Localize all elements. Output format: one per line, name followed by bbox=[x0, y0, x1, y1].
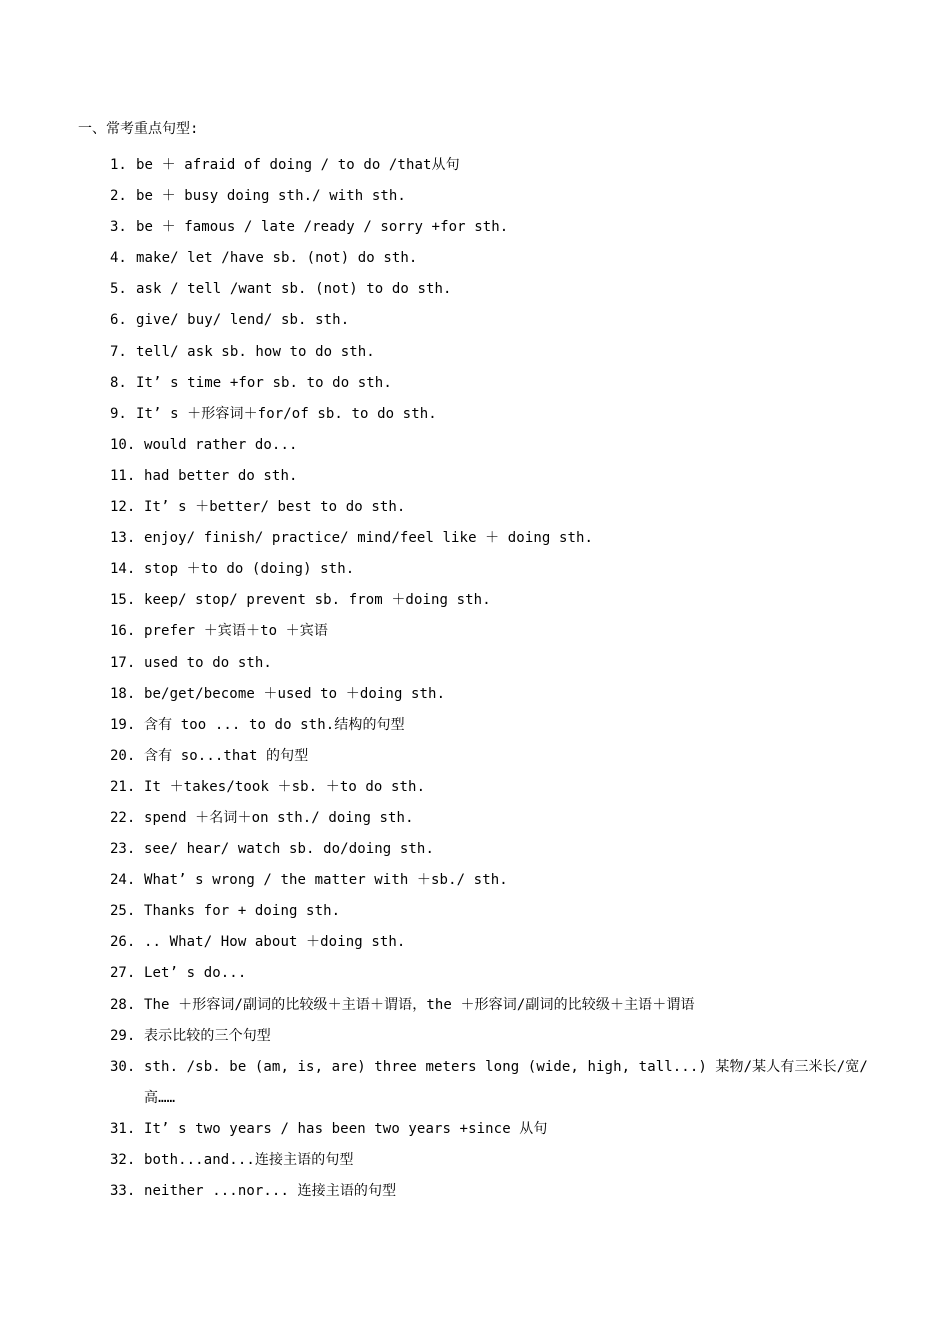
item-text: be ＋ busy doing sth./ with sth. bbox=[136, 188, 406, 205]
list-item bbox=[110, 648, 870, 679]
list-item bbox=[110, 430, 870, 461]
item-text: used to do sth. bbox=[144, 654, 272, 671]
list-item bbox=[110, 834, 870, 865]
item-text: It’ s two years / has been two years +since 从句 bbox=[144, 1120, 548, 1137]
item-text: The ＋形容词/副词的比较级＋主语＋谓语，the ＋形容词/副词的比较级＋主语＋谓语 bbox=[144, 996, 695, 1013]
item-text: ask / tell /want sb. (not) to do sth. bbox=[136, 281, 452, 298]
item-text: .. What/ How about ＋doing sth. bbox=[144, 934, 406, 951]
item-number: 1. bbox=[110, 157, 127, 173]
list-item bbox=[110, 274, 870, 305]
item-number: 26. bbox=[110, 934, 136, 951]
item-text: 含有 too ... to do sth.结构的句型 bbox=[144, 716, 405, 733]
item-number: 13. bbox=[110, 530, 136, 547]
list-item bbox=[110, 554, 870, 585]
item-text: see/ hear/ watch sb. do/doing sth. bbox=[144, 841, 434, 858]
item-number: 23. bbox=[110, 841, 136, 858]
item-text: It ＋takes/took ＋sb. ＋to do sth. bbox=[144, 778, 426, 795]
item-number: 10. bbox=[110, 436, 136, 453]
list-item bbox=[110, 772, 870, 803]
item-text: both...and...连接主语的句型 bbox=[144, 1152, 354, 1168]
item-text: be ＋ afraid of doing / to do /that从句 bbox=[136, 157, 460, 173]
list-item bbox=[110, 741, 870, 772]
item-number: 7. bbox=[110, 343, 127, 360]
list-item bbox=[110, 616, 870, 647]
list-item bbox=[110, 368, 870, 399]
item-number: 9. bbox=[110, 405, 127, 422]
item-number: 8. bbox=[110, 374, 127, 391]
item-number: 24. bbox=[110, 872, 136, 889]
item-number: 30. bbox=[110, 1058, 136, 1075]
item-number: 22. bbox=[110, 809, 136, 826]
list-item bbox=[110, 990, 870, 1021]
list-item bbox=[110, 896, 870, 927]
list-item bbox=[110, 585, 870, 616]
list-item bbox=[110, 803, 870, 834]
item-text: What’ s wrong / the matter with ＋sb./ sth. bbox=[144, 872, 508, 889]
item-number: 5. bbox=[110, 281, 127, 298]
list-item bbox=[110, 679, 870, 710]
item-text: make/ let /have sb. (not) do sth. bbox=[136, 250, 418, 267]
list-item bbox=[110, 461, 870, 492]
item-number: 20. bbox=[110, 747, 136, 764]
item-text: would rather do... bbox=[144, 436, 298, 453]
item-text: 含有 so...that 的句型 bbox=[144, 747, 309, 764]
list-item bbox=[110, 305, 870, 336]
list-item bbox=[110, 1021, 870, 1052]
item-text: It’ s ＋形容词＋for/of sb. to do sth. bbox=[136, 405, 437, 422]
list-item bbox=[110, 243, 870, 274]
item-text: Thanks for + doing sth. bbox=[144, 903, 341, 920]
item-number: 2. bbox=[110, 188, 127, 205]
item-text: sth. /sb. be (am, is, are) three meters long (wide, high, tall...) 某物/某人有三米长/宽/高…… bbox=[144, 1058, 868, 1106]
item-number: 25. bbox=[110, 903, 136, 920]
list-item bbox=[110, 958, 870, 989]
list-item bbox=[110, 150, 870, 181]
item-number: 28. bbox=[110, 996, 136, 1013]
item-number: 32. bbox=[110, 1152, 136, 1168]
list-item bbox=[110, 523, 870, 554]
item-number: 21. bbox=[110, 778, 136, 795]
item-text: had better do sth. bbox=[144, 467, 298, 484]
item-number: 12. bbox=[110, 499, 136, 516]
item-number: 11. bbox=[110, 467, 136, 484]
item-text: spend ＋名词＋on sth./ doing sth. bbox=[144, 809, 414, 826]
item-text: stop ＋to do (doing) sth. bbox=[144, 561, 355, 578]
list-item bbox=[110, 865, 870, 896]
item-text: enjoy/ finish/ practice/ mind/feel like ＋ doing sth. bbox=[144, 530, 594, 547]
item-number: 16. bbox=[110, 623, 136, 640]
item-number: 18. bbox=[110, 685, 136, 702]
item-text: It’ s time +for sb. to do sth. bbox=[136, 374, 392, 391]
list-item bbox=[110, 1052, 870, 1114]
list-item bbox=[110, 337, 870, 368]
item-number: 6. bbox=[110, 312, 127, 329]
list-item bbox=[110, 927, 870, 958]
item-text: keep/ stop/ prevent sb. from ＋doing sth. bbox=[144, 592, 491, 609]
item-number: 33. bbox=[110, 1183, 136, 1200]
list-item bbox=[110, 181, 870, 212]
list-item bbox=[110, 1114, 870, 1145]
list-item bbox=[110, 212, 870, 243]
item-text: 表示比较的三个句型 bbox=[144, 1027, 271, 1044]
item-number: 17. bbox=[110, 654, 136, 671]
list-item bbox=[110, 399, 870, 430]
item-text: It’ s ＋better/ best to do sth. bbox=[144, 499, 406, 516]
item-number: 4. bbox=[110, 250, 127, 267]
item-text: neither ...nor... 连接主语的句型 bbox=[144, 1183, 397, 1200]
item-number: 3. bbox=[110, 219, 127, 236]
item-number: 14. bbox=[110, 561, 136, 578]
item-text: give/ buy/ lend/ sb. sth. bbox=[136, 312, 350, 329]
list-item bbox=[110, 1145, 870, 1176]
item-text: be/get/become ＋used to ＋doing sth. bbox=[144, 685, 446, 702]
sentence-pattern-list bbox=[110, 150, 870, 1207]
section-heading: 一、常考重点句型: bbox=[78, 121, 199, 137]
item-number: 19. bbox=[110, 716, 136, 733]
item-number: 27. bbox=[110, 965, 136, 982]
item-number: 29. bbox=[110, 1027, 136, 1044]
item-number: 15. bbox=[110, 592, 136, 609]
list-item bbox=[110, 492, 870, 523]
item-text: be ＋ famous / late /ready / sorry +for sth. bbox=[136, 219, 509, 236]
item-text: tell/ ask sb. how to do sth. bbox=[136, 343, 375, 360]
list-item bbox=[110, 1176, 870, 1207]
item-text: prefer ＋宾语＋to ＋宾语 bbox=[144, 623, 328, 640]
item-text: Let’ s do... bbox=[144, 965, 247, 982]
item-number: 31. bbox=[110, 1120, 136, 1137]
list-item bbox=[110, 710, 870, 741]
